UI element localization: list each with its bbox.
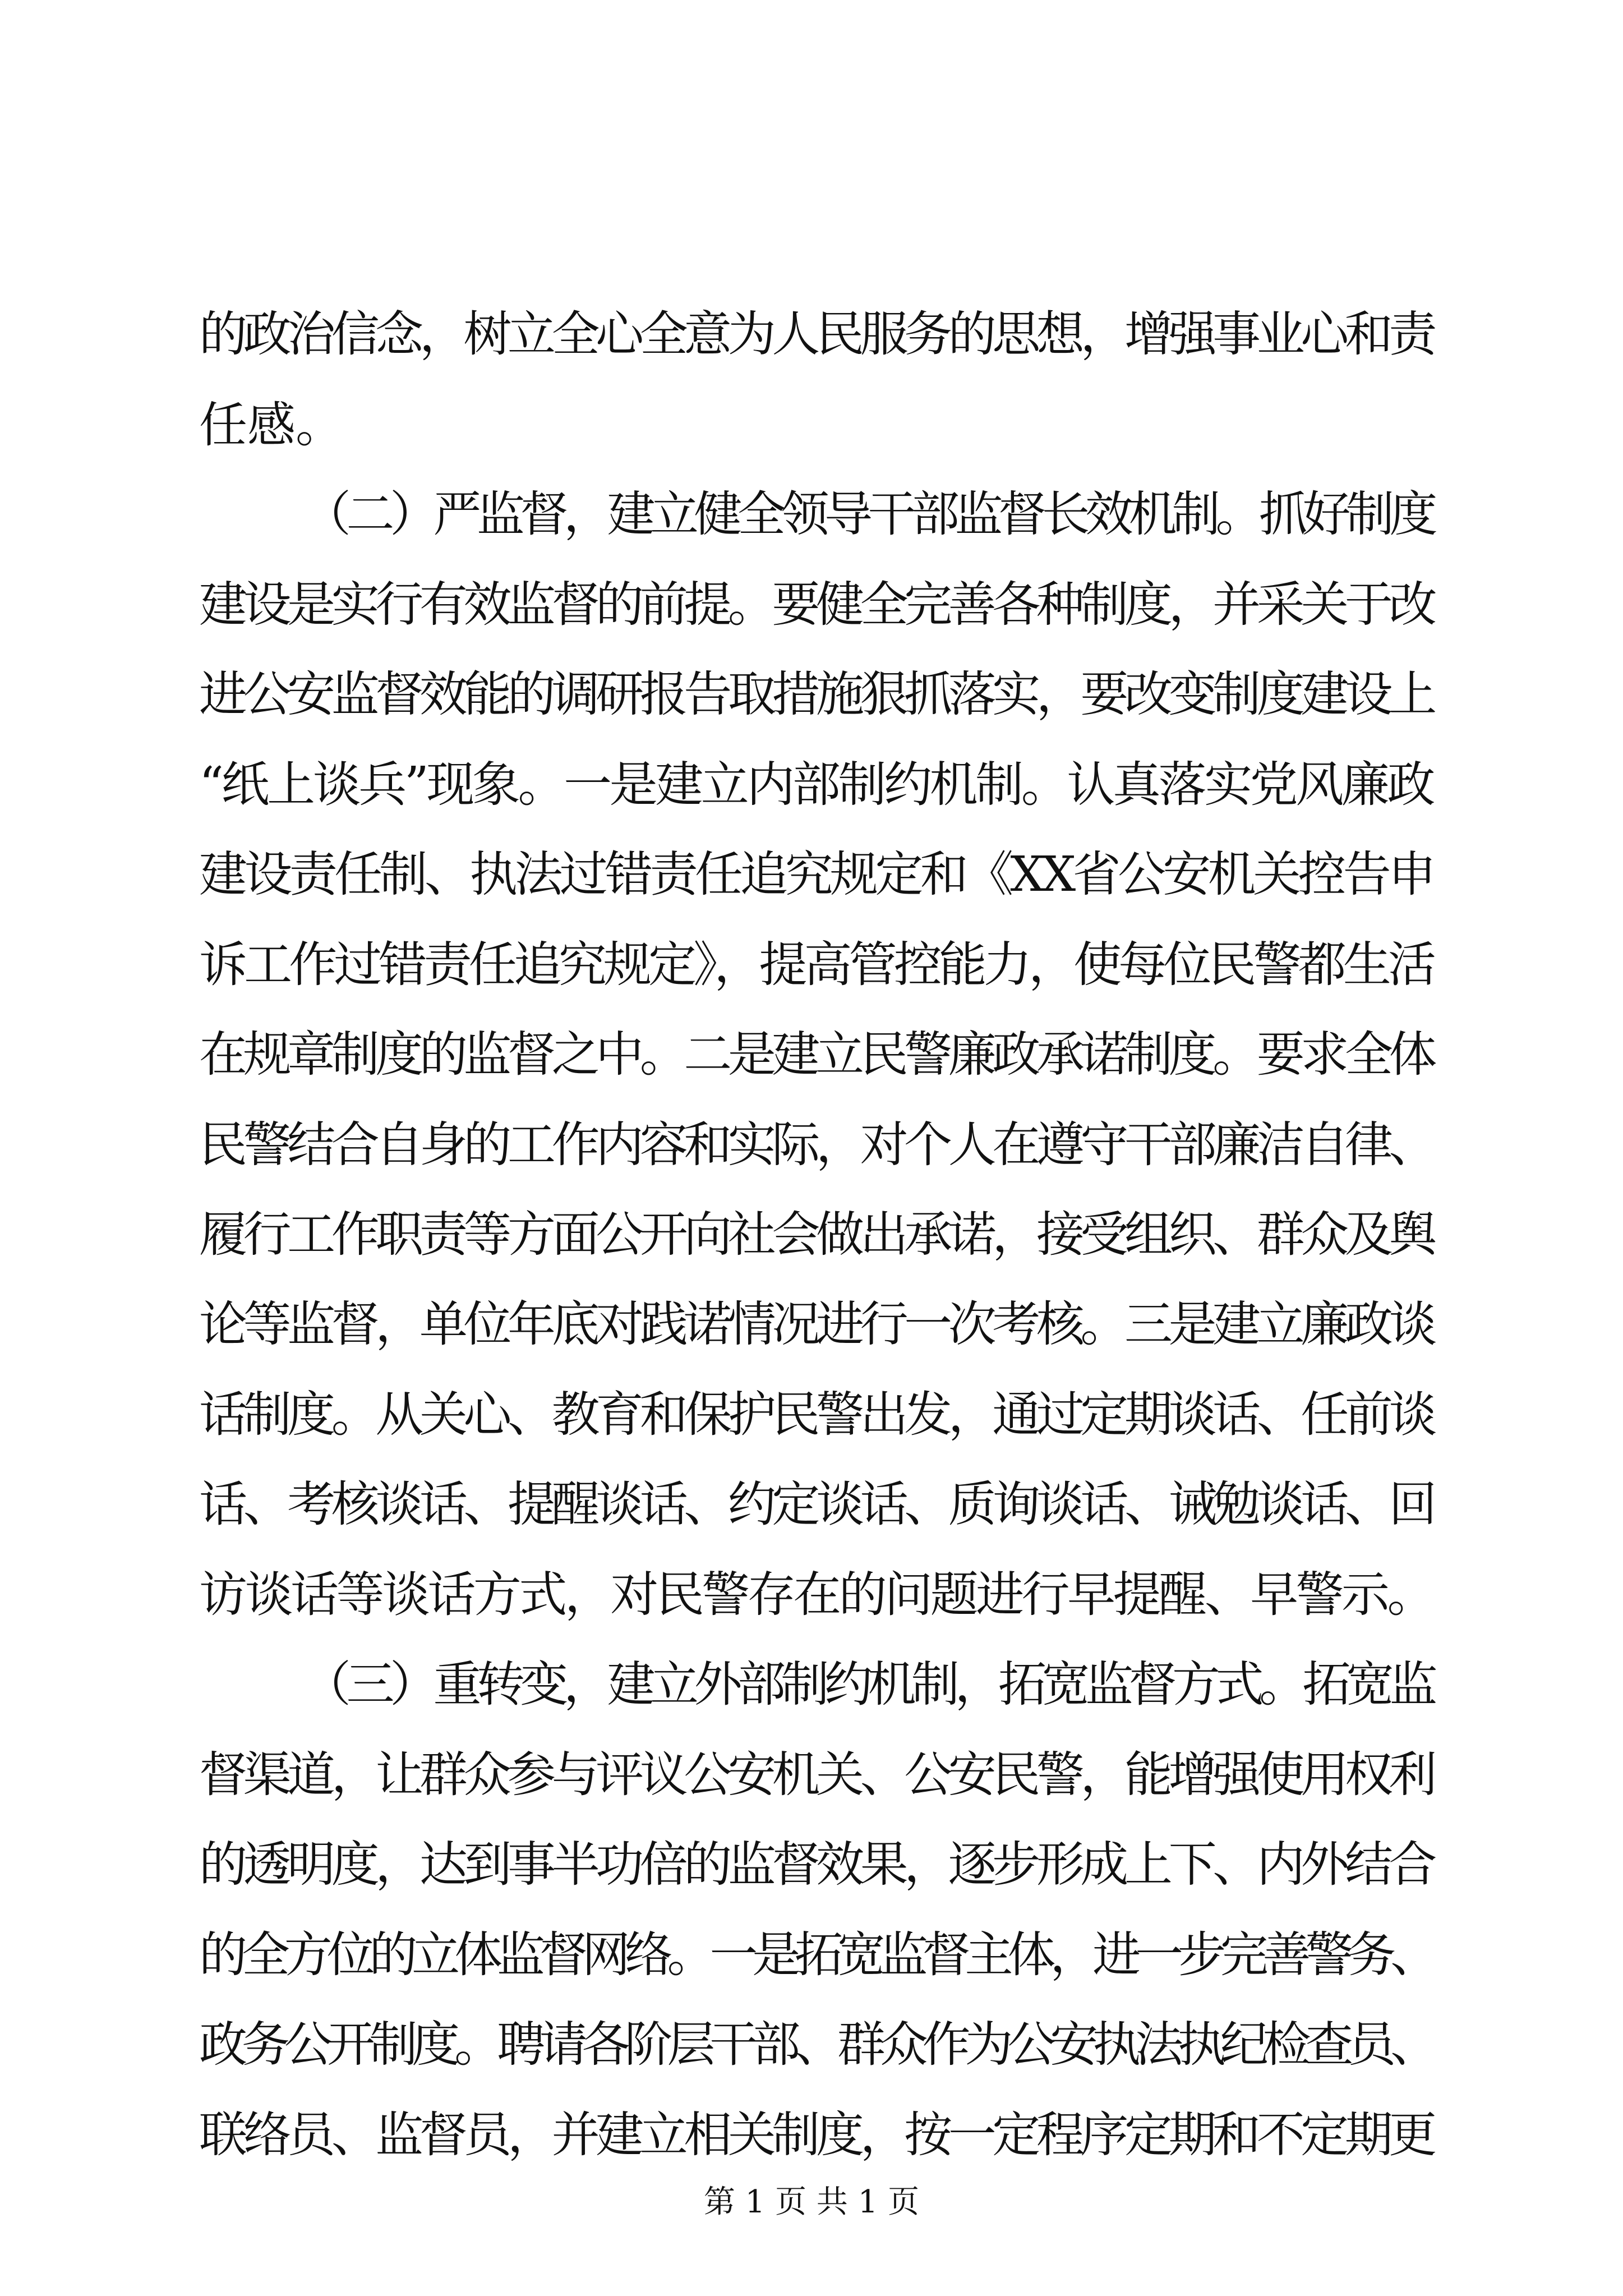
text-line: 建设是实行有效监督的前提。要健全完善各种制度，并采关于改: [199, 577, 1433, 633]
text-line: 话制度。从关心、教育和保护民警出发，通过定期谈话、任前谈: [199, 1387, 1433, 1443]
text-line: 话、考核谈话、提醒谈话、约定谈话、质询谈话、诫勉谈话、回: [199, 1476, 1433, 1533]
text-line: 在规章制度的监督之中。二是建立民警廉政承诺制度。要求全体: [199, 1027, 1433, 1083]
text-line: （二）严监督，建立健全领导干部监督长效机制。抓好制度: [303, 486, 1433, 542]
text-line: 政务公开制度。聘请各阶层干部、群众作为公安执法执纪检查员、: [199, 2017, 1433, 2073]
text-line: 履行工作职责等方面公开向社会做出承诺，接受组织、群众及舆: [199, 1207, 1433, 1263]
text-line: 任感。: [199, 397, 344, 453]
text-line: 建设责任制、执法过错责任追究规定和《XX省公安机关控告申: [199, 846, 1433, 903]
text-line: 民警结合自身的工作内容和实际，对个人在遵守干部廉洁自律、: [199, 1117, 1433, 1173]
text-line: 联络员、监督员，并建立相关制度，按一定程序定期和不定期更: [199, 2107, 1433, 2163]
text-line: 访谈话等谈话方式，对民警存在的问题进行早提醒、早警示。: [199, 1567, 1433, 1623]
page-number-footer: 第 1 页 共 1 页: [703, 2184, 920, 2220]
text-line: 的政治信念，树立全心全意为人民服务的思想，增强事业心和责: [199, 306, 1433, 362]
text-line: 诉工作过错责任追究规定》，提高管控能力，使每位民警都生活: [199, 937, 1433, 993]
text-line: 论等监督，单位年底对践诺情况进行一次考核。三是建立廉政谈: [199, 1296, 1433, 1352]
text-line: （三）重转变，建立外部制约机制，拓宽监督方式。拓宽监: [303, 1657, 1433, 1713]
text-line: 进公安监督效能的调研报告取措施狠抓落实，要改变制度建设上: [199, 666, 1433, 723]
text-line: “纸上谈兵”现象。一是建立内部制约机制。认真落实党风廉政: [199, 757, 1433, 813]
text-line: 督渠道，让群众参与评议公安机关、公安民警，能增强使用权利: [199, 1747, 1433, 1803]
text-line: 的透明度，达到事半功倍的监督效果，逐步形成上下、内外结合: [199, 1837, 1433, 1893]
text-line: 的全方位的立体监督网络。一是拓宽监督主体，进一步完善警务、: [199, 1927, 1433, 1983]
